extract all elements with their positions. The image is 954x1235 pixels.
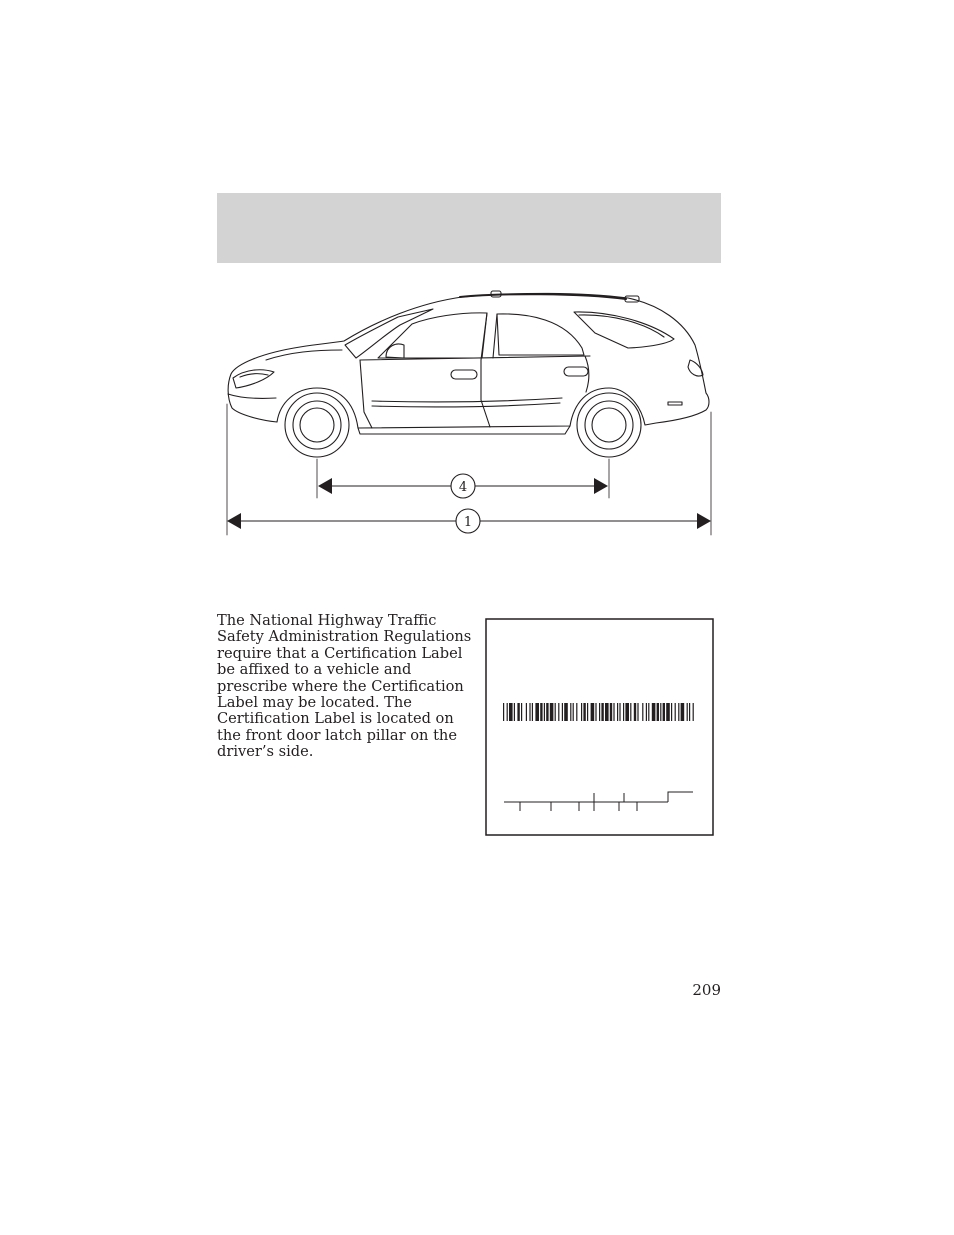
- barcode-bar: [599, 703, 600, 721]
- barcode-bar: [634, 703, 636, 721]
- barcode-bar: [503, 703, 504, 721]
- barcode-bar: [544, 703, 545, 721]
- barcode-bar: [648, 703, 649, 721]
- barcode-bar: [630, 703, 631, 721]
- front-wheel: [285, 393, 349, 457]
- rear-wheel: [577, 393, 641, 457]
- barcode-bar: [507, 703, 508, 721]
- car-outline-drawing: [228, 291, 709, 434]
- dimension-line-1: [227, 509, 711, 533]
- barcode-bar: [652, 703, 656, 721]
- barcode-bar: [532, 703, 533, 721]
- barcode-bar: [637, 703, 638, 721]
- barcode-bar: [517, 703, 519, 721]
- barcode-bar: [529, 703, 530, 721]
- barcode-bar: [587, 703, 588, 721]
- barcode-bar: [617, 703, 618, 721]
- barcode-bar: [576, 703, 577, 721]
- page-number: 209: [692, 981, 721, 999]
- barcode-bar: [591, 703, 595, 721]
- barcode-bar: [671, 703, 672, 721]
- barcode-bar: [619, 703, 620, 721]
- certification-label-illustration: [484, 617, 715, 837]
- callout-number-4: 4: [458, 480, 468, 495]
- barcode-bar: [675, 703, 676, 721]
- barcode-bar: [657, 703, 659, 721]
- barcode-bar: [573, 703, 574, 721]
- barcode-bar: [663, 703, 665, 721]
- barcode-bar: [646, 703, 647, 721]
- barcode-bar: [687, 703, 688, 721]
- certification-label-paragraph: The National Highway Traffic Safety Administration Regulations require that a Certification Label be affixed to a vehicle and prescribe where the Certification Label may be located. The Certification Label is located on the front door latch pillar on the driver’s side.: [217, 612, 472, 761]
- barcode-bar: [660, 703, 661, 721]
- barcode-bar: [583, 703, 585, 721]
- barcode-bar: [562, 703, 563, 721]
- barcode-bar: [555, 703, 556, 721]
- barcode-bar: [678, 703, 679, 721]
- barcode-bar: [550, 703, 554, 721]
- barcode-bar: [681, 703, 685, 721]
- barcode-bar: [564, 703, 568, 721]
- barcode-bar: [605, 703, 609, 721]
- barcode-bar: [613, 703, 614, 721]
- dimension-line-4: [318, 474, 608, 498]
- barcode-bar: [595, 703, 596, 721]
- barcode-bar: [546, 703, 548, 721]
- barcode-bar: [509, 703, 513, 721]
- vehicle-side-view-figure: [220, 285, 720, 540]
- barcode-bar: [535, 703, 539, 721]
- barcode-bar: [642, 703, 643, 721]
- barcode-bar: [526, 703, 527, 721]
- barcode-bar: [666, 703, 670, 721]
- barcode-bar: [521, 703, 522, 721]
- barcode-bar: [514, 703, 515, 721]
- barcode-bar: [623, 703, 624, 721]
- barcode-bar: [601, 703, 603, 721]
- barcode-bar: [570, 703, 571, 721]
- barcode-bar: [558, 703, 559, 721]
- barcode-bar: [540, 703, 542, 721]
- barcode-bar: [581, 703, 582, 721]
- section-header-band: [217, 193, 721, 263]
- barcode-bar: [689, 703, 690, 721]
- barcode-bar: [693, 703, 694, 721]
- callout-number-1: 1: [463, 515, 473, 530]
- barcode-bar: [610, 703, 612, 721]
- barcode-bar: [625, 703, 629, 721]
